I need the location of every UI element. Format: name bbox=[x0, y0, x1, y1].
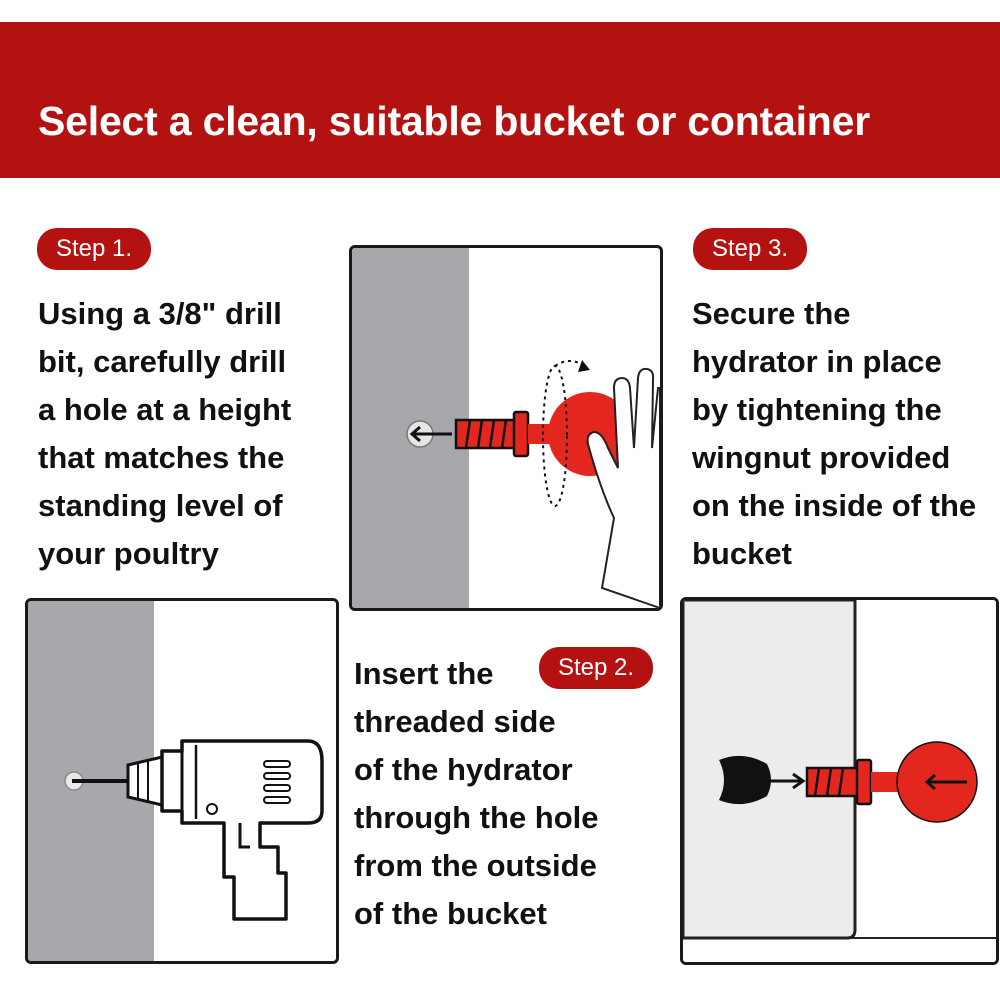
step-2-badge: Step 2. bbox=[539, 647, 653, 689]
step-2-line: of the bucket bbox=[354, 896, 547, 931]
step-2-line: from the outside bbox=[354, 848, 597, 883]
hydrator-insert-icon bbox=[352, 248, 660, 608]
header-banner bbox=[0, 22, 1000, 178]
step-3-text bbox=[692, 290, 976, 578]
step-3-badge: Step 3. bbox=[693, 228, 807, 270]
step-3-line: bucket bbox=[692, 536, 792, 571]
step-1-line: that matches the bbox=[38, 440, 285, 475]
step-1-text bbox=[38, 290, 291, 578]
step-3-line: on the inside of the bbox=[692, 488, 977, 523]
hand-drill-icon bbox=[28, 601, 336, 961]
step-3-line: hydrator in place bbox=[692, 344, 942, 379]
step-2-line: threaded side bbox=[354, 704, 556, 739]
step-1-illustration bbox=[25, 598, 339, 964]
step-2-line: through the hole bbox=[354, 800, 599, 835]
step-1-line: Using a 3/8" drill bbox=[38, 296, 282, 331]
step-3-line: wingnut provided bbox=[692, 440, 951, 475]
step-3-line: by tightening the bbox=[692, 392, 942, 427]
step-2-illustration bbox=[349, 245, 663, 611]
step-3-illustration bbox=[680, 597, 999, 965]
step-1-badge: Step 1. bbox=[37, 228, 151, 270]
step-2-text bbox=[354, 650, 599, 938]
page-title: Select a clean, suitable bucket or container bbox=[38, 98, 871, 144]
step-1-line: standing level of bbox=[38, 488, 283, 523]
step-1-line: your poultry bbox=[38, 536, 219, 571]
step-2-line: of the hydrator bbox=[354, 752, 573, 787]
step-1-line: a hole at a height bbox=[38, 392, 292, 427]
step-3-line: Secure the bbox=[692, 296, 851, 331]
step-1-line: bit, carefully drill bbox=[38, 344, 287, 379]
wingnut-tighten-icon bbox=[683, 600, 996, 962]
step-2-line: Insert the bbox=[354, 656, 494, 691]
